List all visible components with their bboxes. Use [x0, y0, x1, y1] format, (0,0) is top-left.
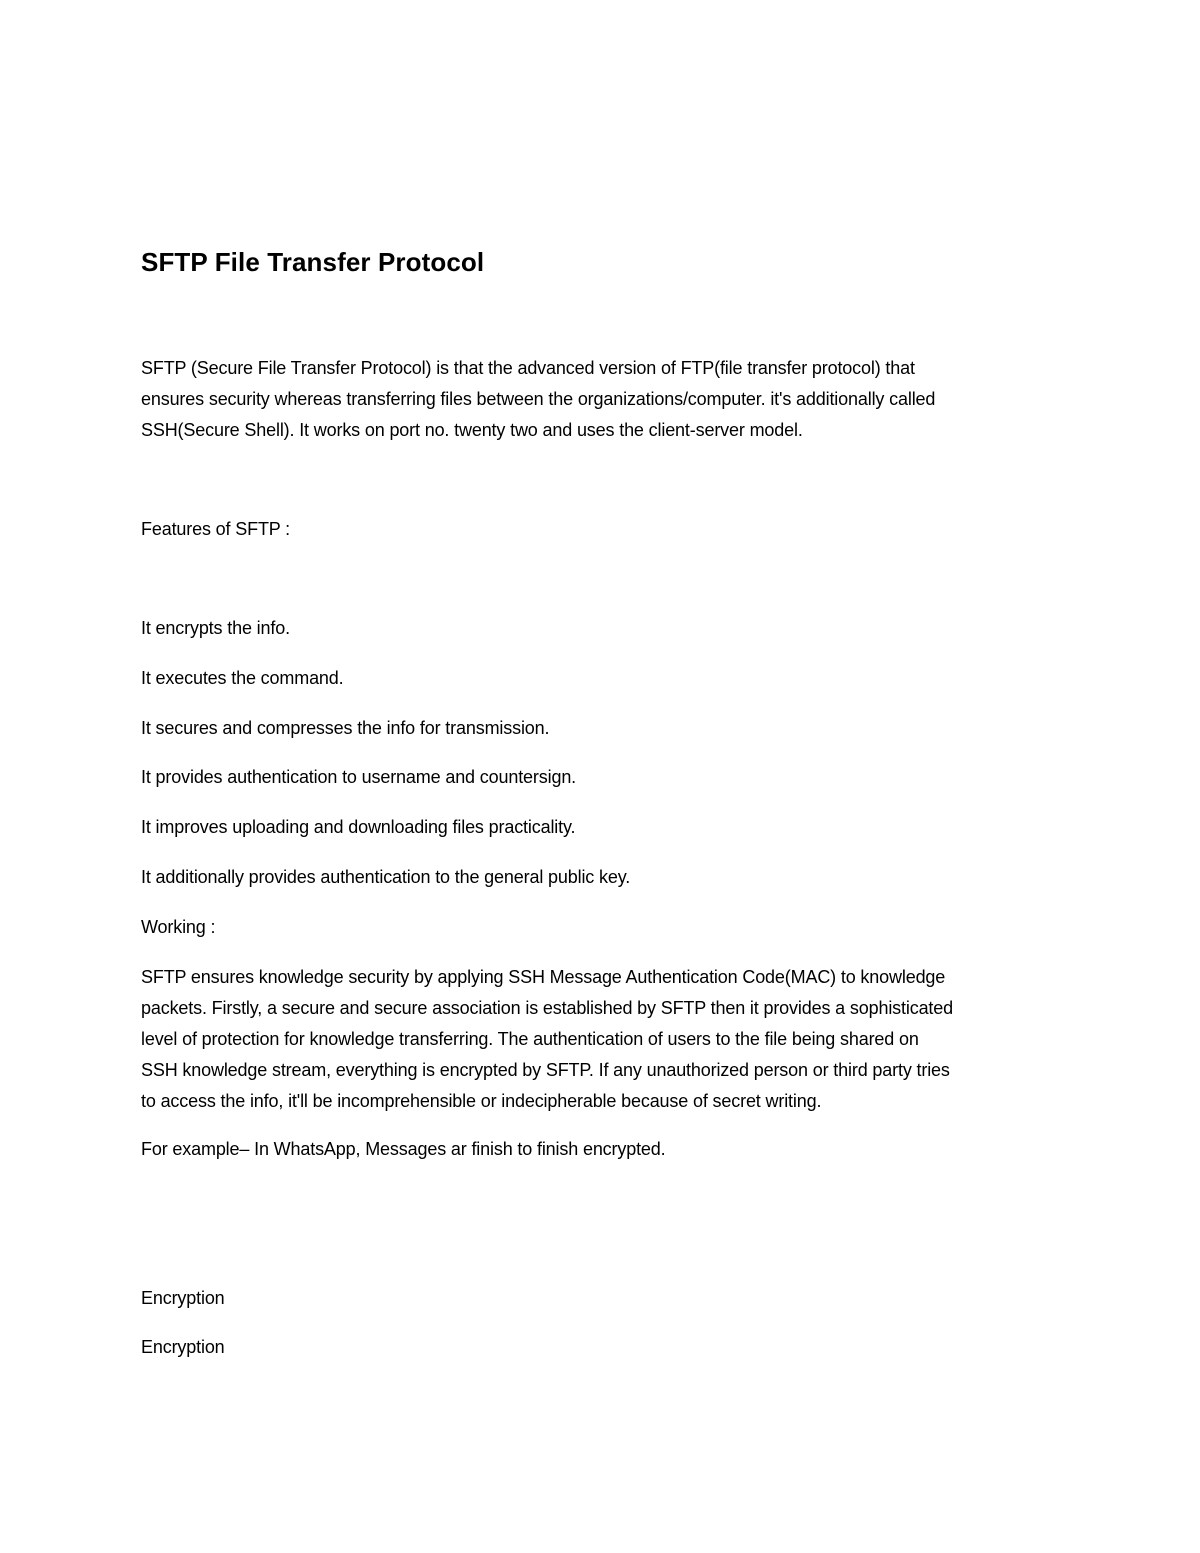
- working-heading: Working :: [141, 917, 216, 937]
- feature-item: It improves uploading and downloading files practicality.: [141, 817, 576, 837]
- intro-line: ensures security whereas transferring files between the organizations/computer. it's additionally called: [141, 389, 936, 409]
- working-paragraph: [141, 962, 1051, 1117]
- working-line: to access the info, it'll be incomprehensible or indecipherable because of secret writing.: [141, 1091, 822, 1111]
- features-heading: Features of SFTP :: [141, 519, 291, 539]
- document-title: SFTP File Transfer Protocol: [141, 247, 485, 277]
- encryption-line: Encryption: [141, 1337, 225, 1357]
- feature-item: It encrypts the info.: [141, 618, 290, 638]
- feature-item: It provides authentication to username and countersign.: [141, 767, 577, 787]
- intro-line: SSH(Secure Shell). It works on port no. twenty two and uses the client-server model.: [141, 420, 803, 440]
- working-line: packets. Firstly, a secure and secure association is established by SFTP then it provides a sophisticated: [141, 998, 953, 1018]
- feature-item: It executes the command.: [141, 668, 344, 688]
- feature-item: It additionally provides authentication to the general public key.: [141, 867, 631, 887]
- working-line: SSH knowledge stream, everything is encrypted by SFTP. If any unauthorized person or third party tries: [141, 1060, 950, 1080]
- intro-line: SFTP (Secure File Transfer Protocol) is that the advanced version of FTP(file transfer protocol) that: [141, 358, 915, 378]
- encryption-line: Encryption: [141, 1288, 225, 1308]
- example-line: For example– In WhatsApp, Messages ar finish to finish encrypted.: [141, 1139, 666, 1159]
- working-line: level of protection for knowledge transferring. The authentication of users to the file being shared on: [141, 1029, 919, 1049]
- feature-item: It secures and compresses the info for transmission.: [141, 718, 550, 738]
- intro-paragraph: [141, 353, 1051, 446]
- working-line: SFTP ensures knowledge security by applying SSH Message Authentication Code(MAC) to knowledge: [141, 967, 946, 987]
